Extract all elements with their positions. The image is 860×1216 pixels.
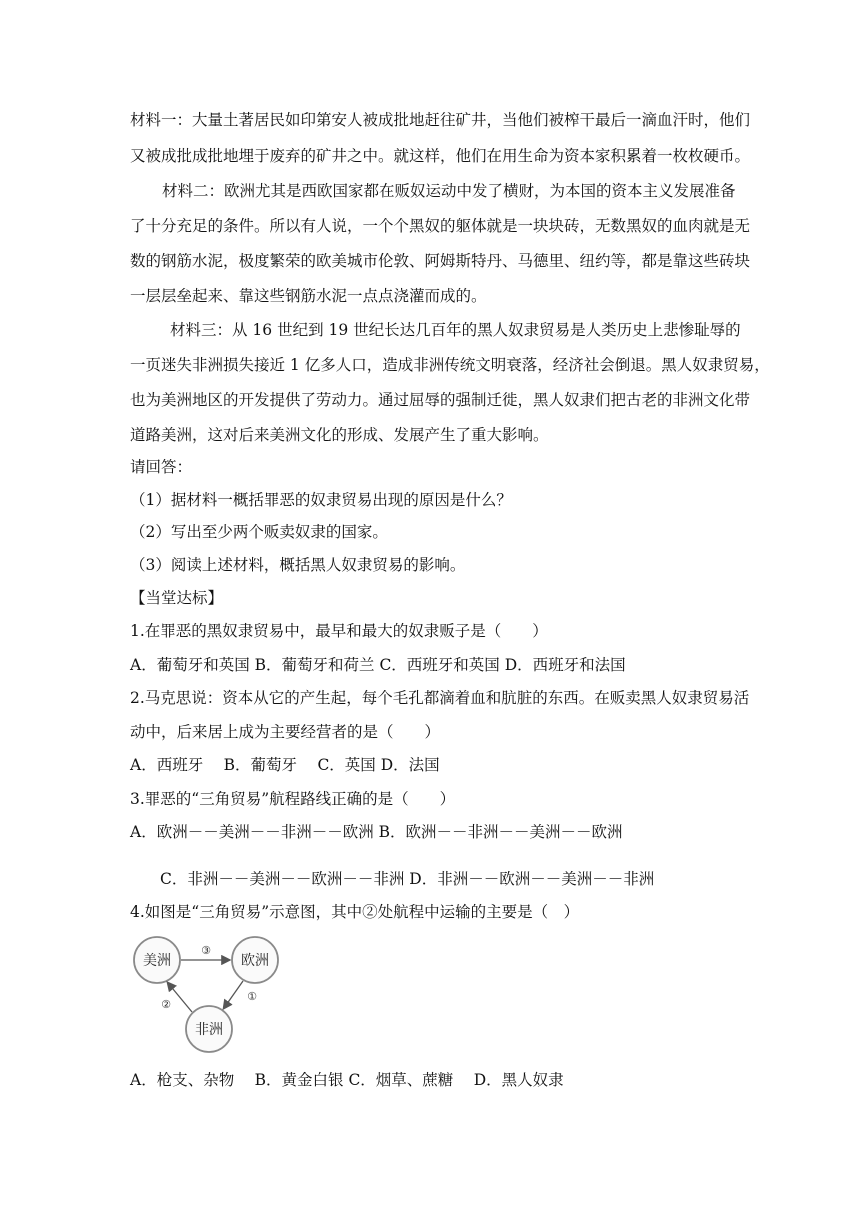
section-heading: 【当堂达标】: [130, 589, 224, 607]
mc-question-4-stem: 4.如图是“三角贸易”示意图，其中②处航程中运输的主要是（ ）: [130, 903, 580, 921]
node-africa-label: 非洲: [195, 1022, 223, 1038]
question-1: （1）据材料一概括罪恶的奴隶贸易出现的原因是什么？: [130, 491, 512, 509]
route-label-2: ②: [161, 998, 171, 1011]
material-2-line-1: 材料二：欧洲尤其是西欧国家都在贩奴运动中发了横财，为本国的资本主义发展准备: [162, 182, 736, 200]
material-3-line-4: 道路美洲，这对后来美洲文化的形成、发展产生了重大影响。: [130, 426, 549, 444]
node-europe-label: 欧洲: [241, 953, 269, 969]
material-2-line-2: 了十分充足的条件。所以有人说，一个个黑奴的躯体就是一块块砖，无数黑奴的血肉就是无: [130, 217, 751, 235]
material-2-line-4: 一层层垒起来、靠这些钢筋水泥一点点浇灌而成的。: [130, 287, 487, 305]
mc-question-4-options: A．枪支、杂物 B．黄金白银 C．烟草、蔗糖 D．黑人奴隶: [130, 1071, 564, 1089]
route-label-1: ①: [247, 990, 257, 1003]
material-3-line-1: 材料三：从 16 世纪到 19 世纪长达几百年的黑人奴隶贸易是人类历史上悲惨耻辱的: [170, 321, 741, 339]
material-3-line-3: 也为美洲地区的开发提供了劳动力。通过屈辱的强制迁徙，黑人奴隶们把古老的非洲文化带: [130, 391, 751, 409]
material-1-line-2: 又被成批成批地埋于废弃的矿井之中。就这样，他们在用生命为资本家积累着一枚枚硬币。: [130, 147, 751, 165]
mc-question-3-options-line-2: C．非洲－－美洲－－欧洲－－非洲 D．非洲－－欧洲－－美洲－－非洲: [160, 870, 655, 888]
triangle-trade-svg: [126, 926, 286, 1056]
answer-prompt: 请回答：: [130, 458, 193, 476]
material-3-line-2: 一页迷失非洲损失接近 1 亿多人口，造成非洲传统文明衰落，经济社会倒退。黑人奴隶贸易，: [130, 356, 770, 374]
route-label-3: ③: [201, 944, 211, 957]
arrow-2-africa-to-america: [168, 983, 192, 1012]
mc-question-2-stem-line-1: 2.马克思说：资本从它的产生起，每个毛孔都滴着血和肮脏的东西。在贩卖黑人奴隶贸易活: [130, 689, 750, 707]
mc-question-2-stem-line-2: 动中，后来居上成为主要经营者的是（ ）: [130, 723, 441, 741]
mc-question-1-options: A．葡萄牙和英国 B．葡萄牙和荷兰 C．西班牙和英国 D．西班牙和法国: [130, 656, 626, 674]
mc-question-1-stem: 1.在罪恶的黑奴隶贸易中，最早和最大的奴隶贩子是（ ）: [130, 622, 548, 640]
material-1-line-1: 材料一：大量土著居民如印第安人被成批地赶往矿井，当他们被榨干最后一滴血汗时，他们: [130, 111, 751, 129]
mc-question-3-options-line-1: A．欧洲－－美洲－－非洲－－欧洲 B．欧洲－－非洲－－美洲－－欧洲: [130, 823, 623, 841]
question-3: （3）阅读上述材料，概括黑人奴隶贸易的影响。: [130, 556, 466, 574]
node-america-label: 美洲: [143, 953, 171, 969]
triangle-trade-diagram: [126, 926, 286, 1056]
mc-question-3-stem: 3.罪恶的“三角贸易”航程路线正确的是（ ）: [130, 790, 456, 808]
question-2: （2）写出至少两个贩卖奴隶的国家。: [130, 523, 388, 541]
arrow-1-europe-to-africa: [224, 981, 243, 1008]
mc-question-2-options: A．西班牙 B．葡萄牙 C．英国 D．法国: [130, 756, 440, 774]
material-2-line-3: 数的钢筋水泥，极度繁荣的欧美城市伦敦、阿姆斯特丹、马德里、纽约等，都是靠这些砖块: [130, 252, 751, 270]
